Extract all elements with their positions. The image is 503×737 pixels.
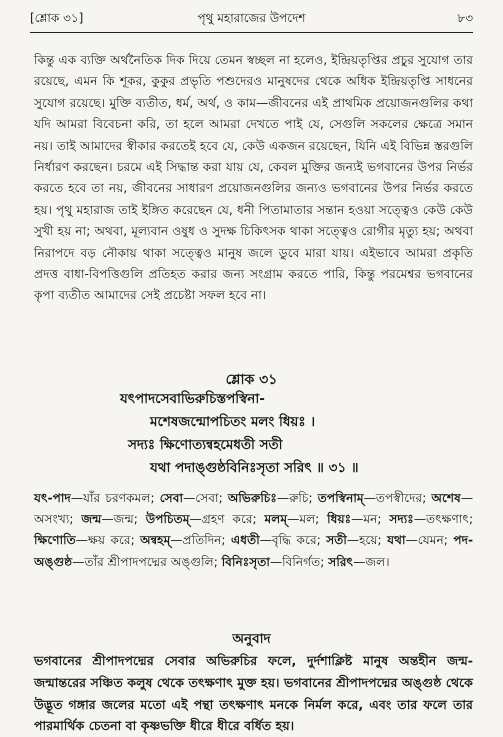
verse-line: যথা পদাঙ্গুষ্ঠবিনিঃসৃতা সরিৎ ॥ ৩১ ॥ bbox=[150, 460, 359, 476]
synonym-meaning: অসংখ্য; bbox=[34, 512, 74, 527]
synonym-meaning: তৎক্ষণাৎ; bbox=[426, 512, 474, 527]
synonym-meaning: মন; bbox=[363, 512, 382, 527]
synonym-meaning: তপস্বীদের; bbox=[375, 491, 427, 505]
synonym-meaning: গ্রহণ করে; bbox=[201, 512, 257, 527]
verse-title: শ্লোক ৩১ bbox=[225, 372, 278, 388]
verse-line: সদ্যঃ ক্ষিণোত্যন্বহমেধতী সতী bbox=[128, 437, 283, 453]
synonym-meaning: ক্ষয় করে; bbox=[87, 533, 135, 548]
synonym-term: উপচিতম্ bbox=[145, 512, 190, 527]
synonym-meaning: মল; bbox=[299, 512, 320, 527]
synonym-term: জন্ম bbox=[81, 512, 102, 527]
verse-text bbox=[0, 388, 503, 480]
synonym-term: সতী bbox=[326, 533, 347, 548]
synonym-term: অভিরুচিঃ bbox=[227, 491, 277, 505]
word-for-word-synonyms: যৎ-পাদ—যাঁর চরণকমল; সেবা—সেবা; অভিরুচিঃ—রুচি; তপস্বিনাম্—তপস্বীদের; অশেষ—অসংখ্য; জন্ম—জন্ম; উপচিতম্—গ্রহণ করে; মলম্—মল; ধিয়ঃ—মন; সদ্যঃ—তৎক্ষণাৎ; ক্ষিণোতি—ক্ষয় করে; অন্বহম্—প্রতিদিন; এধতী—বৃদ্ধি করে; সতী—হয়ে; যথা—যেমন; পদ-অঙ্গুষ্ঠ—তাঁর শ্রীপাদপদ্মের অঙ্গুলি; বিনিঃসৃতা—বিনির্গত; সরিৎ—জল। bbox=[34, 491, 474, 569]
synonym-meaning: বিনির্গত; bbox=[282, 554, 325, 569]
synonym-term: বিনিঃসৃতা bbox=[221, 554, 270, 569]
page-header bbox=[30, 10, 473, 30]
synonym-meaning: তাঁর শ্রীপাদপদ্মের অঙ্গুলি; bbox=[84, 554, 218, 569]
synonym-term: সদ্যঃ bbox=[389, 512, 414, 527]
header-verse-ref: [শ্লোক ৩১] bbox=[30, 11, 84, 25]
synonym-term: তপস্বিনাম্ bbox=[317, 491, 364, 505]
header-rule bbox=[30, 32, 473, 33]
verse-line: যৎপাদসেবাভিরুচিস্তপস্বিনা- bbox=[120, 391, 265, 407]
synonym-meaning: সেবা; bbox=[195, 491, 223, 505]
translation-text: ভগবানের শ্রীপাদপদ্মের সেবার অভিরুচির ফলে, দুর্দশাক্লিষ্ট মানুষ অন্তহীন জন্ম-জন্মান্তরের সঞ্চিত কলুষ থেকে তৎক্ষণাৎ মুক্ত হয়। ভগবানের শ্রীপাদপদ্মের অঙ্গুষ্ঠ থেকে উদ্ভূত গঙ্গার জলের মতো এই পন্থা তৎক্ষণাৎ মনকে নির্মল করে, এবং তার ফলে তার পারমার্থিক চেতনা বা কৃষ্ণভক্তি ধীরে ধীরে বর্ধিত হয়। bbox=[34, 653, 473, 734]
synonym-term: মলম্ bbox=[264, 512, 288, 527]
synonym-term: অন্বহম্ bbox=[140, 533, 171, 548]
synonym-term: ক্ষিণোতি bbox=[34, 533, 76, 548]
synonym-term: এধতী bbox=[230, 533, 260, 548]
synonym-meaning: প্রতিদিন; bbox=[182, 533, 226, 548]
synonym-term: যৎ-পাদ bbox=[34, 491, 71, 505]
synonym-term: যথা bbox=[387, 533, 406, 548]
verse-line: মশেষজন্মোপচিতং মলং ধিয়ঃ । bbox=[150, 414, 316, 430]
synonym-meaning: হয়ে; bbox=[359, 533, 382, 548]
synonym-meaning: যাঁর চরণকমল; bbox=[83, 491, 155, 505]
synonym-meaning: বৃদ্ধি করে; bbox=[271, 533, 321, 548]
synonym-term: সেবা bbox=[159, 491, 184, 505]
synonym-term: সরিৎ bbox=[328, 554, 354, 569]
header-page-number: ৮৩ bbox=[457, 11, 473, 25]
synonym-term: অশেষ bbox=[431, 491, 461, 505]
translation-title: অনুবাদ bbox=[232, 631, 271, 647]
synonym-meaning: জল। bbox=[365, 554, 390, 569]
synonym-meaning: রুচি; bbox=[289, 491, 313, 505]
header-chapter-title: পৃথু মহারাজের উপদেশ bbox=[197, 11, 306, 25]
synonym-meaning: যেমন; bbox=[417, 533, 448, 548]
synonym-term: পদ-অঙ্গুষ্ঠ bbox=[34, 533, 474, 569]
synonym-term: ধিয়ঃ bbox=[327, 512, 352, 527]
synonym-meaning: জন্ম; bbox=[113, 512, 138, 527]
purport-paragraph: কিন্তু এক ব্যক্তি অর্থনৈতিক দিক দিয়ে তেমন স্বচ্ছল না হলেও, ইন্দ্রিয়তৃপ্তির প্রচুর সুযোগ তার রয়েছে, এমন কি শূকর, কুকুর প্রভৃতি পশুদেরও মানুষদের থেকে অধিক ইন্দ্রিয়তৃপ্তি সাধনের সুযোগ রয়েছে। মুক্তি ব্যতীত, ধর্ম, অর্থ, ও কাম—জীবনের এই প্রাথমিক প্রয়োজনগুলির কথা যদি আমরা বিবেচনা করি, তা হলে আমরা দেখতে পাই যে, সেগুলি সকলের ক্ষেত্রে সমান নয়। তাই আমাদের স্বীকার করতেই হবে যে, কেউ একজন রয়েছেন, যিনি এই বিভিন্ন স্তরগুলি নির্ধারণ করছেন। চরমে এই সিদ্ধান্ত করা যায় যে, কেবল মুক্তির জন্যই ভগবানের উপর নির্ভর করতে হবে তা নয়, জীবনের সাধারণ প্রয়োজনগুলির জন্যও ভগবানের উপর নির্ভর করতে হয়। পৃথু মহারাজ তাই ইঙ্গিত করেছেন যে, ধনী পিতামাতার সন্তান হওয়া সত্ত্বেও কেউ কেউ সুখী হয় না; অথবা, মূল্যবান ওষুধ ও সুদক্ষ চিকিৎসক থাকা সত্ত্বেও রোগীর মৃত্যু হয়; অথবা নিরাপদে বড় নৌকায় থাকা সত্ত্বেও মানুষ জলে ডুবে মারা যায়। এইভাবে আমরা প্রকৃতি প্রদত্ত বাধা-বিপত্তিগুলি প্রতিহত করার জন্য সংগ্রাম করতে পারি, কিন্তু পরমেশ্বর ভগবানের কৃপা ব্যতীত আমাদের সেই প্রচেষ্টা সফল হবে না। bbox=[34, 53, 473, 303]
